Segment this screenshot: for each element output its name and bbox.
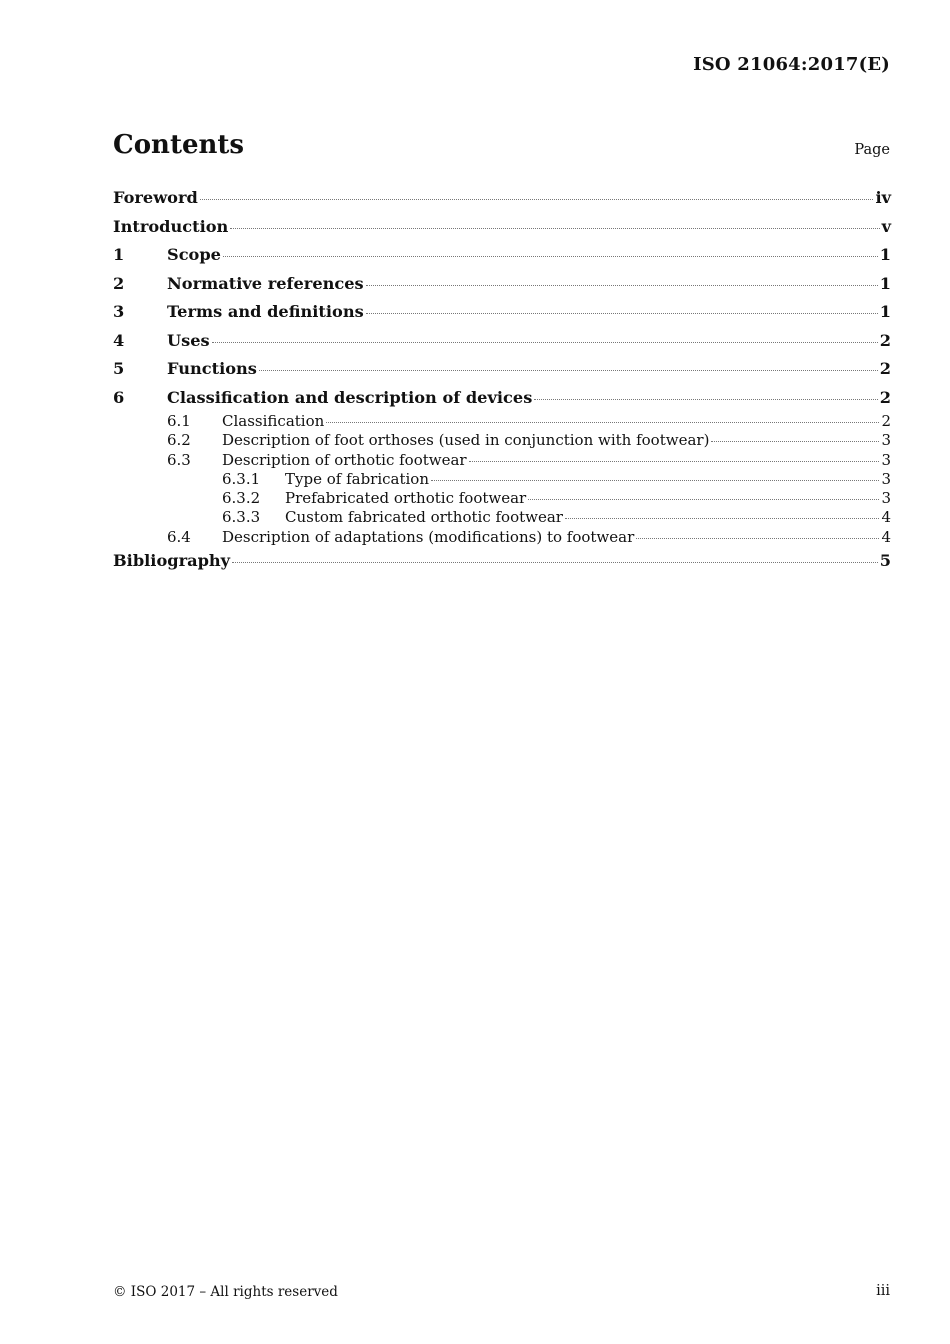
toc-entry-number: 1 [113,245,125,264]
toc-entry-page: v [881,216,891,236]
toc-entry-title: Description of foot orthoses (used in conjunction with footwear) [222,431,710,450]
toc-entry[interactable] [113,213,891,242]
page-column-label: Page [854,142,890,158]
toc-entry[interactable] [113,355,891,384]
toc-entry-number: 6 [113,387,125,407]
toc-entry-title: Classification and description of devices [167,387,533,407]
toc-entry-number: 6.3 [167,450,191,469]
toc-entry[interactable] [113,431,891,450]
dot-leader [431,480,879,481]
copyright-notice: © ISO 2017 – All rights reserved [113,1284,338,1300]
table-of-contents [113,184,891,576]
dot-leader [636,538,879,539]
dot-leader [259,370,878,371]
toc-entry-page: 4 [881,508,891,527]
page-title: Contents [113,130,245,160]
toc-entry-number: 6.3.2 [222,489,261,508]
toc-entry-page: 1 [879,302,891,321]
toc-entry-title: Introduction [113,216,229,236]
toc-entry-page: 5 [879,551,891,571]
dot-leader [223,256,878,257]
toc-entry-number: 6.3.1 [222,469,261,488]
dot-leader [565,518,879,519]
toc-entry[interactable] [113,489,891,508]
dot-leader [230,228,879,229]
toc-entry-title: Bibliography [113,551,231,571]
toc-entry-page: 3 [881,450,891,469]
toc-entry-number: 3 [113,302,125,321]
toc-entry-number: 6.1 [167,412,191,430]
dot-leader [534,399,877,400]
toc-entry-page: 1 [879,273,891,293]
toc-entry-title: Type of fabrication [285,469,430,488]
document-id: ISO 21064:2017(E) [693,54,890,75]
toc-entry[interactable] [113,470,891,489]
toc-entry[interactable] [113,451,891,470]
toc-entry-title: Uses [167,330,210,350]
toc-entry-page: 2 [879,330,891,350]
toc-entry-title: Terms and definitions [167,302,364,321]
toc-entry-number: 4 [113,330,125,350]
dot-leader [366,285,878,286]
toc-entry[interactable] [113,528,891,547]
toc-entry-title: Functions [167,359,257,378]
toc-entry[interactable] [113,270,891,299]
toc-entry-title: Normative references [167,273,364,293]
toc-entry[interactable] [113,508,891,527]
dot-leader [366,313,878,314]
toc-entry-page: iv [875,188,891,207]
toc-entry[interactable] [113,184,891,213]
dot-leader [212,342,878,343]
toc-entry-number: 6.4 [167,527,191,546]
toc-entry-number: 2 [113,273,125,293]
dot-leader [232,562,878,563]
dot-leader [200,199,874,200]
toc-entry-page: 3 [881,489,891,508]
toc-entry-page: 3 [881,431,891,450]
toc-entry-number: 6.3.3 [222,508,261,527]
toc-entry-number: 5 [113,359,125,378]
toc-entry-page: 3 [881,469,891,488]
toc-entry-title: Classification [222,412,325,430]
toc-entry[interactable] [113,384,891,413]
toc-entry-title: Foreword [113,188,198,207]
toc-entry-title: Scope [167,245,221,264]
toc-entry-page: 2 [879,387,891,407]
toc-entry-page: 2 [881,412,891,430]
page-number: iii [876,1283,890,1299]
toc-entry-page: 4 [881,527,891,546]
dot-leader [469,461,880,462]
dot-leader [711,441,879,442]
toc-entry-page: 1 [879,245,891,264]
dot-leader [326,422,879,423]
toc-entry-title: Description of orthotic footwear [222,450,467,469]
toc-entry[interactable] [113,241,891,270]
toc-entry[interactable] [113,327,891,356]
toc-entry[interactable] [113,547,891,576]
toc-entry-title: Prefabricated orthotic footwear [285,489,527,508]
toc-entry[interactable] [113,412,891,431]
toc-entry-title: Description of adaptations (modifications) to footwear [222,527,635,546]
dot-leader [528,499,879,500]
toc-entry[interactable] [113,298,891,327]
toc-entry-title: Custom fabricated orthotic footwear [285,508,563,527]
toc-entry-number: 6.2 [167,431,191,450]
toc-entry-page: 2 [879,359,891,378]
